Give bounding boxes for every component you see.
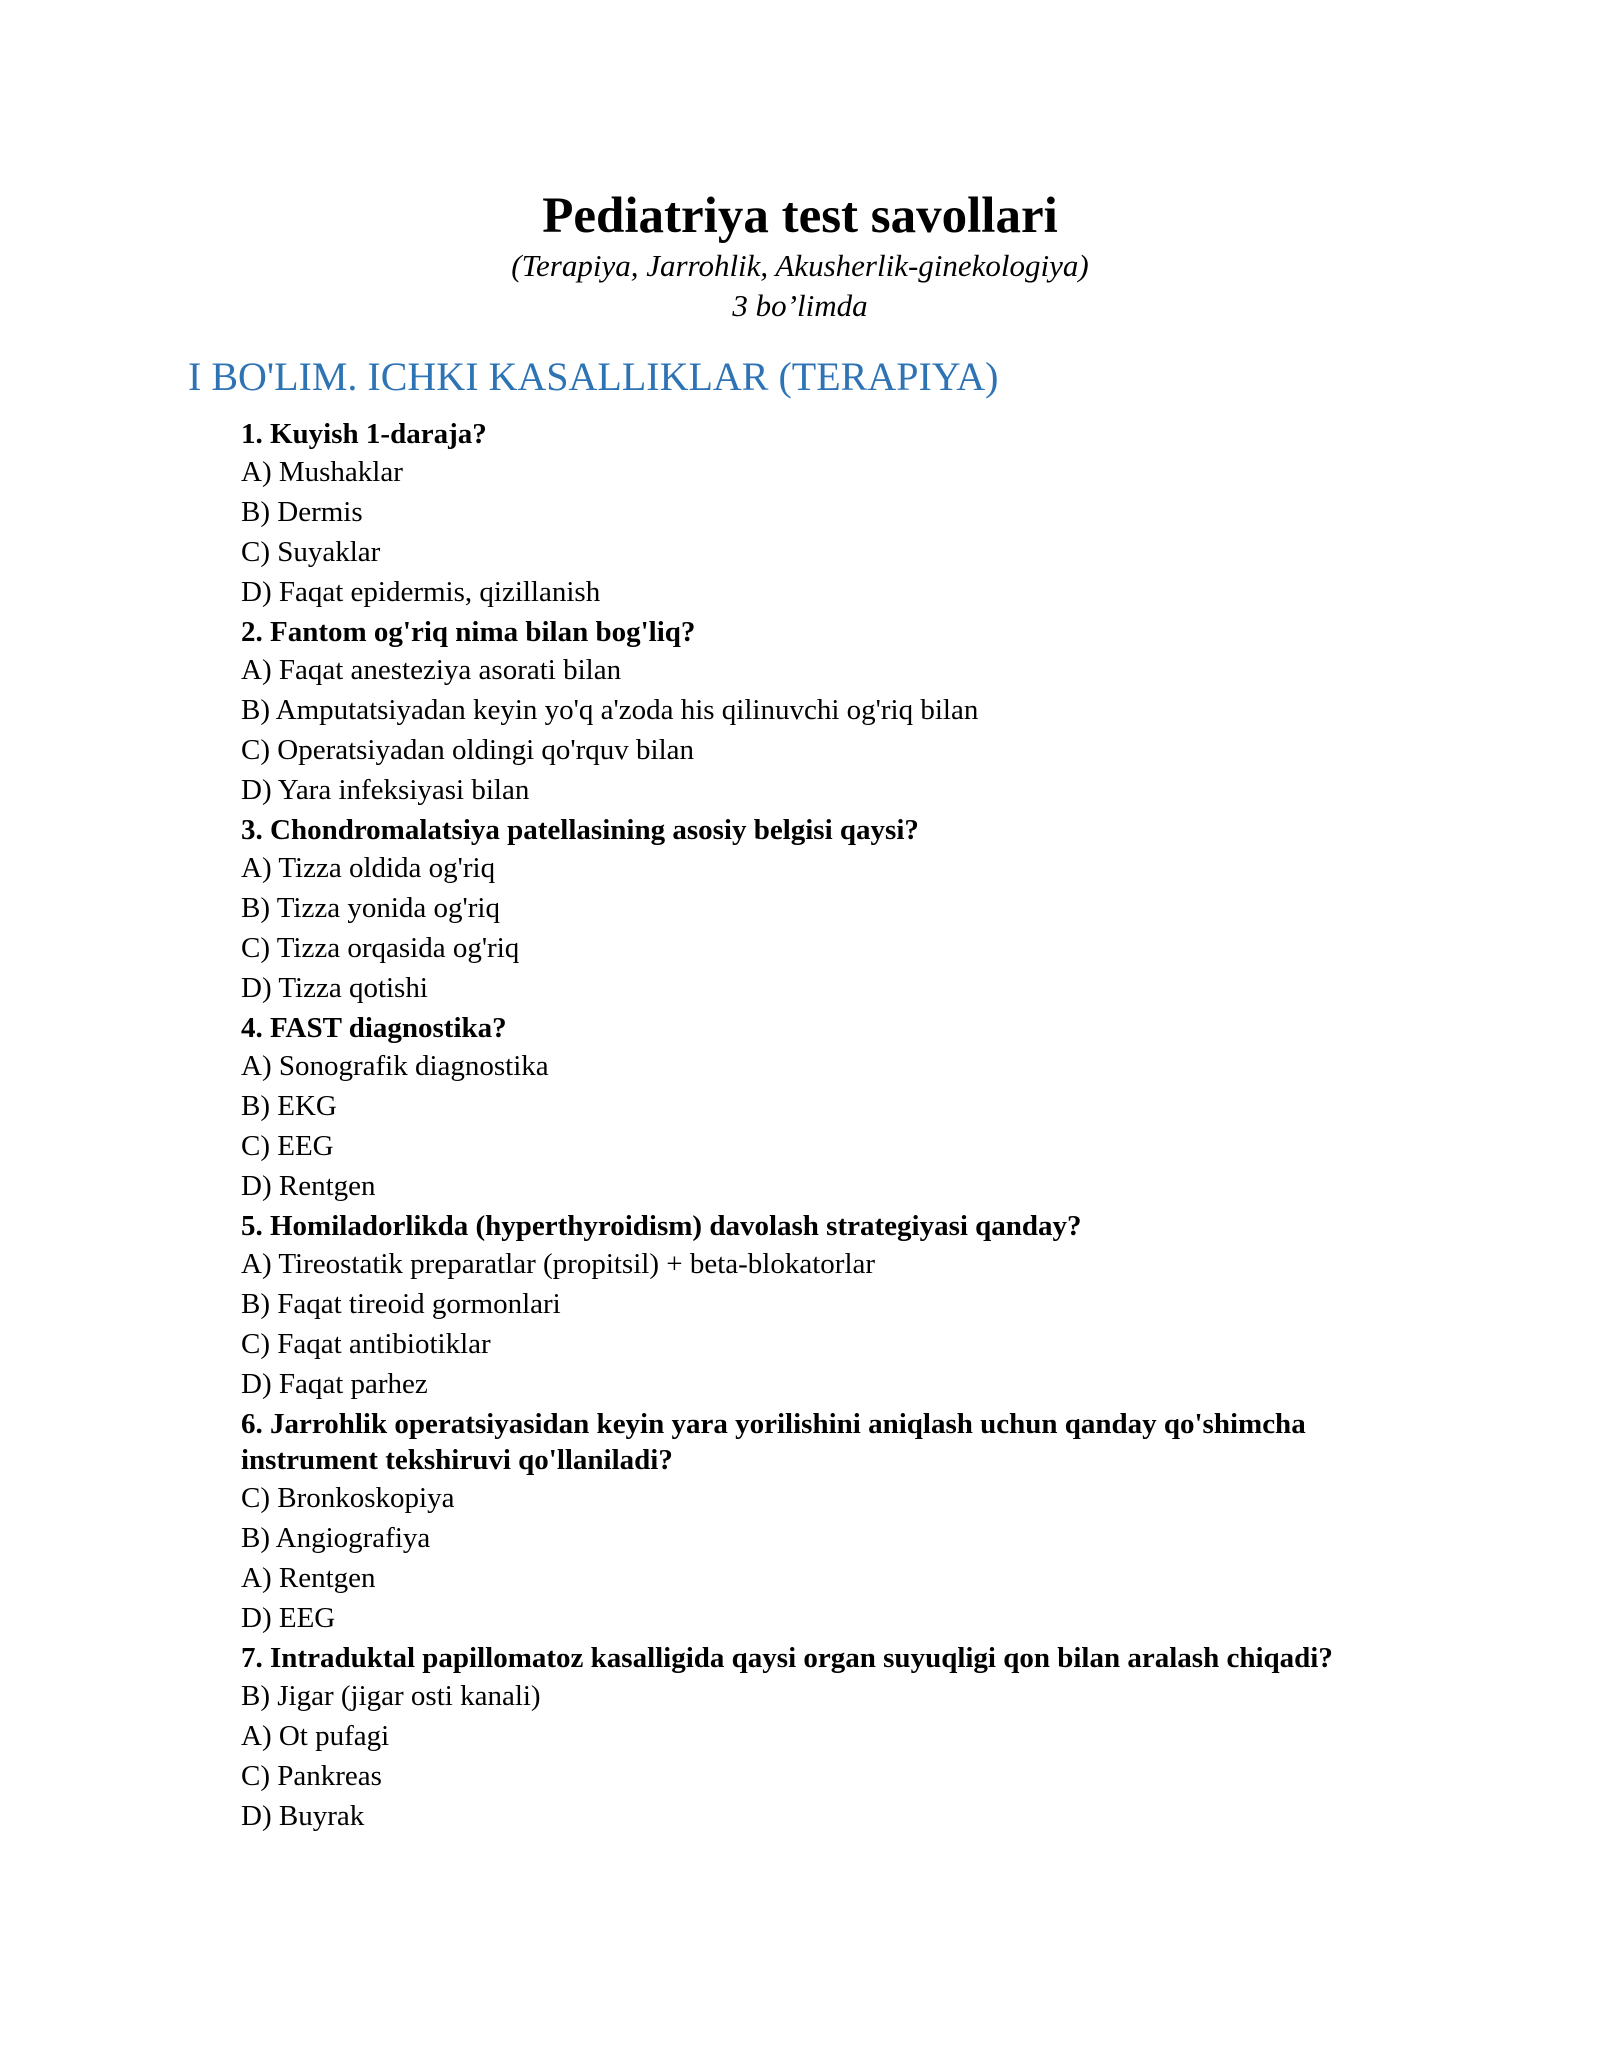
question-text: 3. Chondromalatsiya patellasining asosiy belgisi qaysi?: [241, 814, 919, 846]
question-text: 7. Intraduktal papillomatoz kasalligida qaysi organ suyuqligi qon bilan aralash chiqadi?: [241, 1642, 1333, 1674]
question-1: [241, 414, 1421, 612]
answer-option: C) Suyaklar: [241, 536, 381, 568]
question-text: 2. Fantom og'riq nima bilan bog'liq?: [241, 616, 696, 648]
answer-option: C) Operatsiyadan oldingi qo'rquv bilan: [241, 734, 695, 766]
answer-option: A) Tireostatik preparatlar (propitsil) + beta-blokatorlar: [241, 1248, 876, 1280]
answer-option: A) Rentgen: [241, 1562, 376, 1594]
question-7: [241, 1638, 1421, 1836]
document-parts-note: 3 bo’limda: [732, 288, 868, 323]
answer-option: B) Amputatsiyadan keyin yo'q a'zoda his qilinuvchi og'riq bilan: [241, 694, 979, 726]
answer-option: A) Ot pufagi: [241, 1720, 390, 1752]
answer-option: B) Dermis: [241, 496, 363, 528]
answer-option: C) Pankreas: [241, 1760, 382, 1792]
answer-option: D) EEG: [241, 1602, 336, 1634]
answer-option: D) Rentgen: [241, 1170, 376, 1202]
question-text: 6. Jarrohlik operatsiyasidan keyin yara yorilishini aniqlash uchun qanday qo'shimcha instrument tekshiruvi qo'llaniladi?: [241, 1408, 1306, 1476]
question-4: [241, 1008, 1421, 1206]
answer-option: B) Angiografiya: [241, 1522, 431, 1554]
answer-option: B) Faqat tireoid gormonlari: [241, 1288, 561, 1320]
question-text: 4. FAST diagnostika?: [241, 1012, 507, 1044]
answer-option: B) Jigar (jigar osti kanali): [241, 1680, 541, 1712]
answer-option: A) Sonografik diagnostika: [241, 1050, 549, 1082]
answer-option: A) Mushaklar: [241, 456, 403, 488]
document-title: Pediatriya test savollari: [542, 188, 1058, 244]
answer-option: D) Tizza qotishi: [241, 972, 428, 1004]
question-3: [241, 810, 1421, 1008]
answer-option: A) Tizza oldida og'riq: [241, 852, 496, 884]
answer-option: C) Faqat antibiotiklar: [241, 1328, 491, 1360]
answer-option: D) Faqat epidermis, qizillanish: [241, 576, 601, 608]
answer-option: D) Faqat parhez: [241, 1368, 428, 1400]
question-text: 1. Kuyish 1-daraja?: [241, 418, 487, 450]
answer-option: C) Bronkoskopiya: [241, 1482, 455, 1514]
question-list: [241, 414, 1421, 1836]
answer-option: C) EEG: [241, 1130, 334, 1162]
answer-option: B) Tizza yonida og'riq: [241, 892, 500, 924]
question-2: [241, 612, 1421, 810]
answer-option: C) Tizza orqasida og'riq: [241, 932, 520, 964]
answer-option: D) Yara infeksiyasi bilan: [241, 774, 530, 806]
document-subtitle: (Terapiya, Jarrohlik, Akusherlik-ginekologiya): [511, 248, 1089, 283]
question-6: [241, 1404, 1421, 1638]
section-heading: I BO'LIM. ICHKI KASALLIKLAR (TERAPIYA): [188, 354, 999, 399]
answer-option: A) Faqat anesteziya asorati bilan: [241, 654, 622, 686]
answer-option: D) Buyrak: [241, 1800, 365, 1832]
answer-option: B) EKG: [241, 1090, 337, 1122]
title-block: [0, 186, 1600, 326]
question-5: [241, 1206, 1421, 1404]
question-text: 5. Homiladorlikda (hyperthyroidism) davolash strategiyasi qanday?: [241, 1210, 1082, 1242]
